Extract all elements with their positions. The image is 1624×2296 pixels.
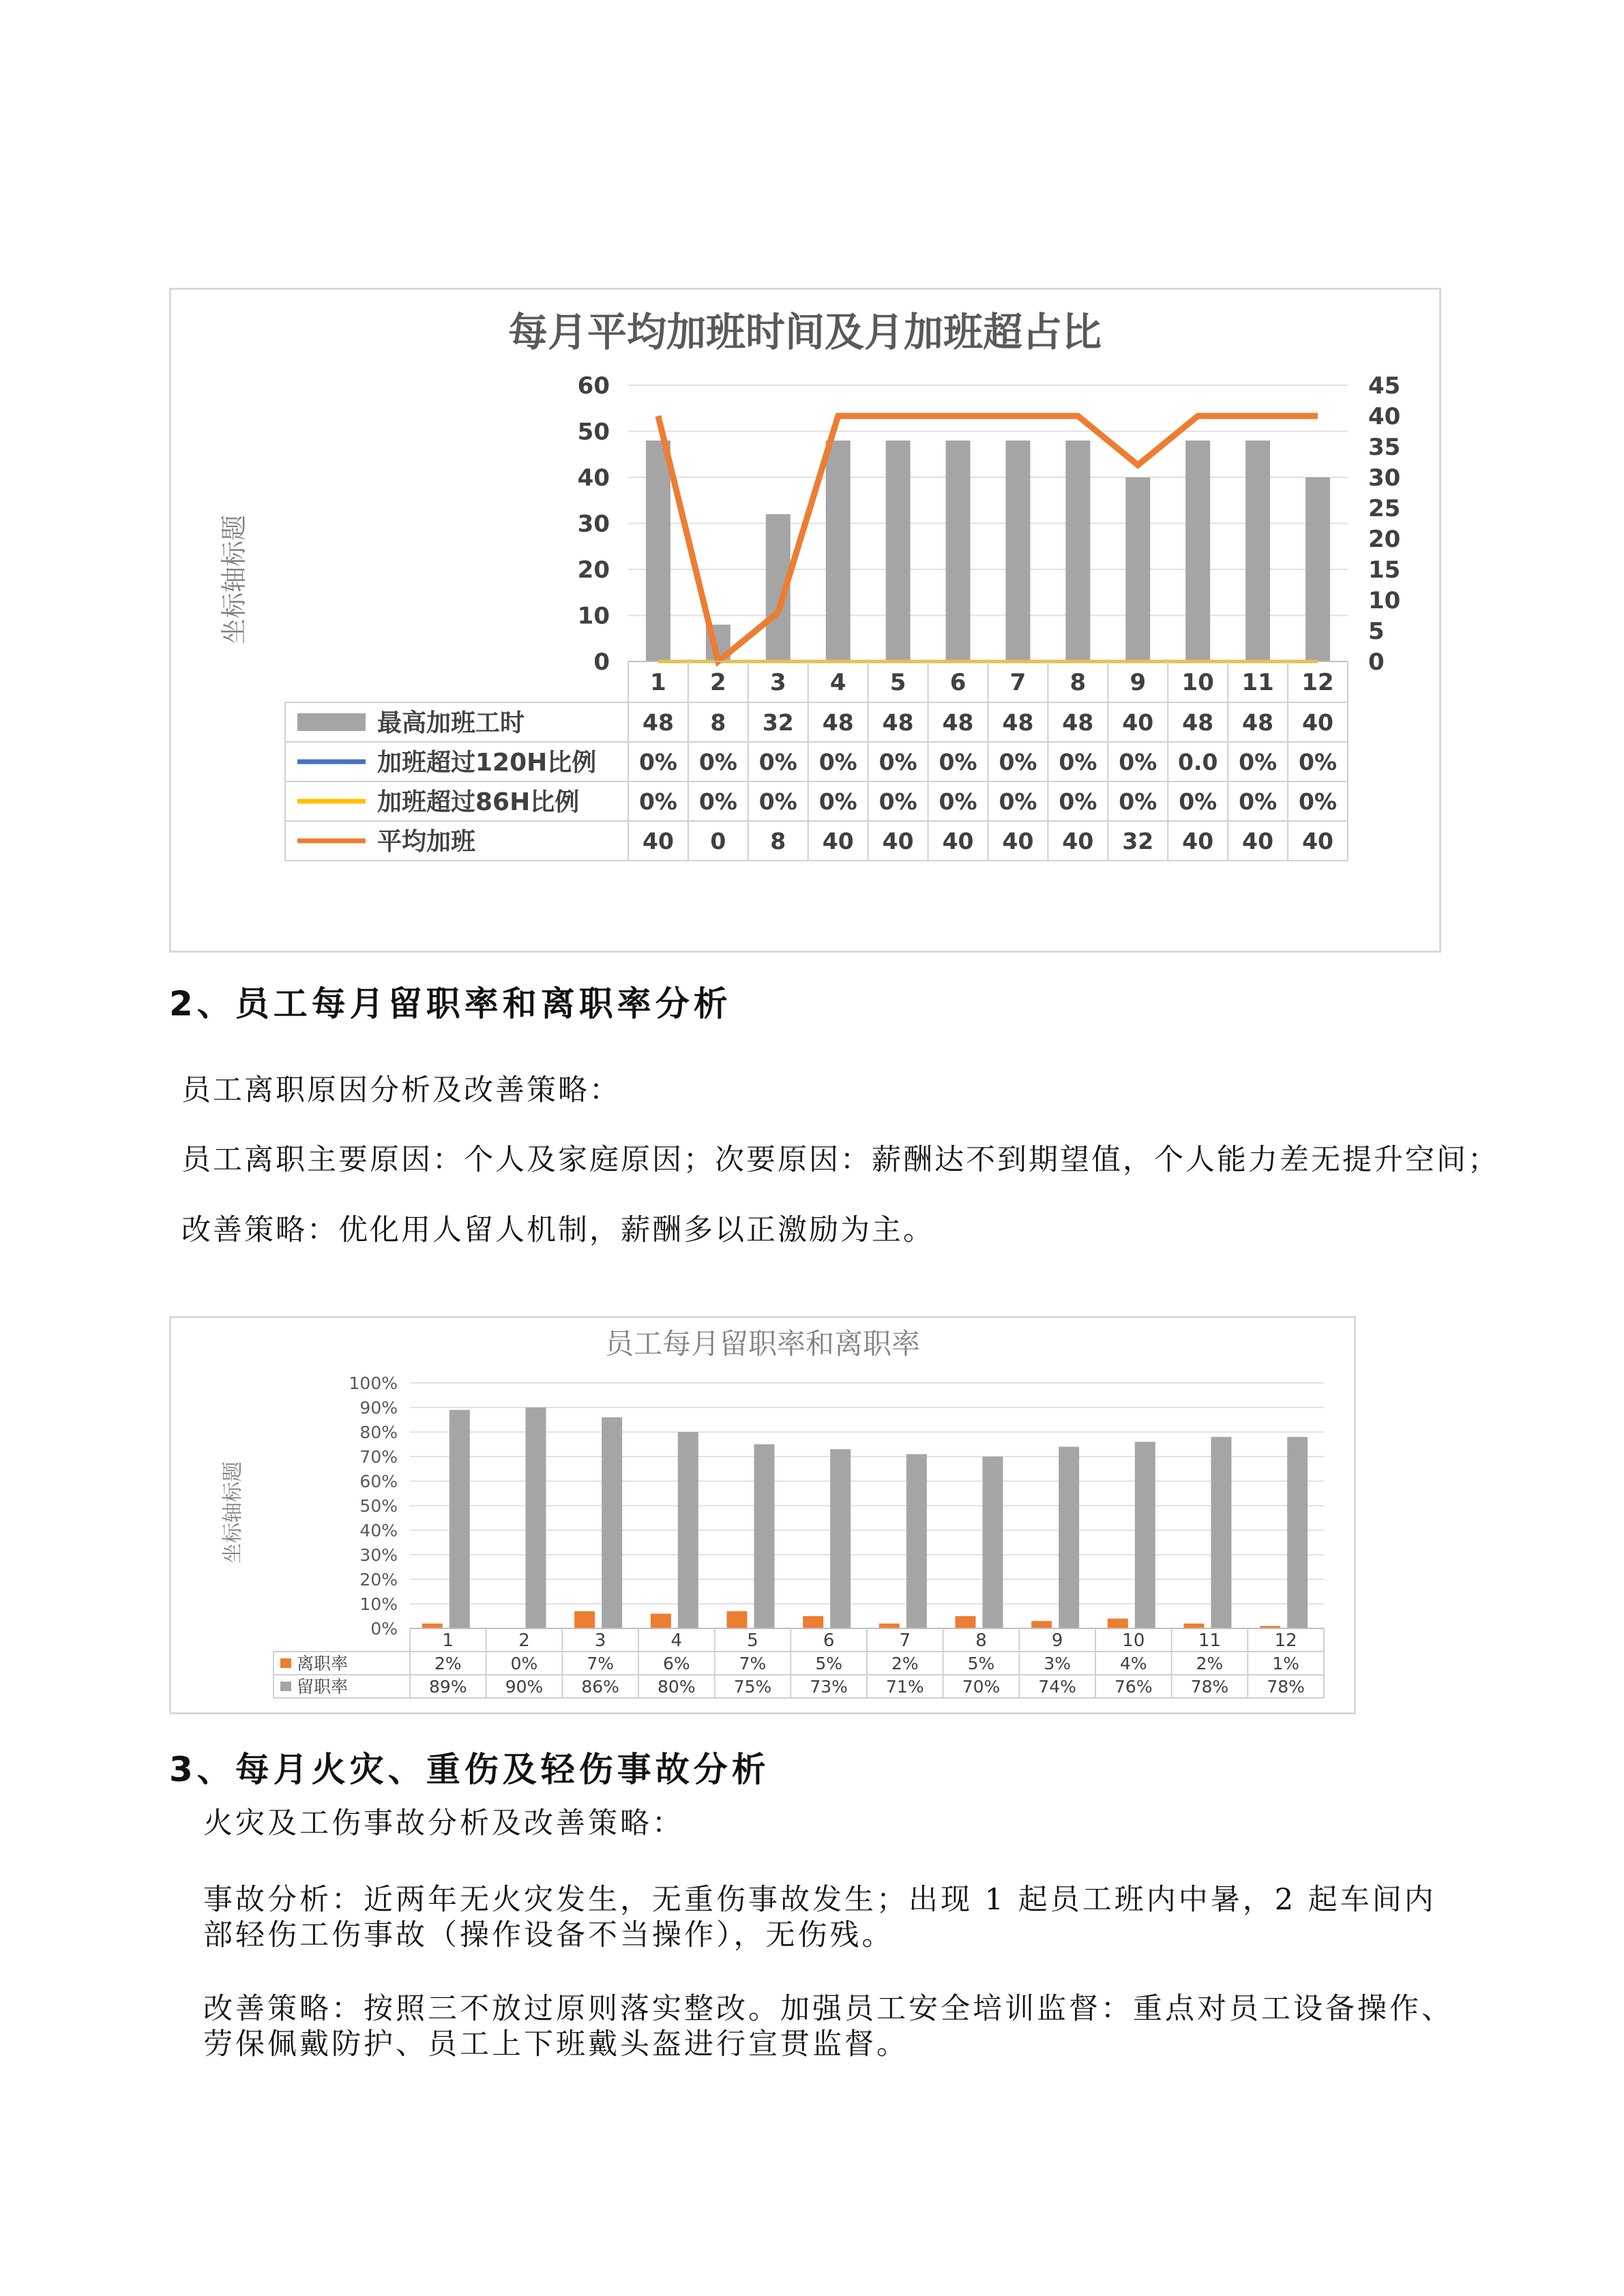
- category-label: 3: [594, 1630, 606, 1651]
- section2-reasons: 员工离职主要原因：个人及家庭原因；次要原因：薪酬达不到期望值，个人能力差无提升空间；: [181, 1143, 1499, 1177]
- line-series-3: [658, 416, 1318, 661]
- table-cell: 2%: [434, 1654, 462, 1673]
- overtime-chart: [169, 288, 1441, 953]
- table-cell: 1%: [1272, 1654, 1300, 1673]
- table-cell: 0%: [999, 788, 1037, 815]
- bar-4: [826, 441, 851, 661]
- resignation-bar-4: [651, 1613, 671, 1628]
- table-cell: 40: [942, 828, 974, 854]
- y2-tick-label: 15: [1368, 556, 1401, 584]
- table-cell: 8: [770, 828, 786, 854]
- y2-tick-label: 45: [1368, 372, 1401, 400]
- table-cell: 0%: [1239, 749, 1278, 775]
- table-cell: 0%: [758, 749, 797, 775]
- legend-key: [280, 1658, 291, 1668]
- category-label: 10: [1181, 669, 1214, 696]
- category-label: 6: [823, 1630, 835, 1651]
- bar-8: [1065, 441, 1090, 661]
- y-tick-label: 0%: [370, 1619, 398, 1639]
- y-axis-ticks: [578, 372, 610, 676]
- bar-series: [410, 1407, 1324, 1628]
- y2-tick-label: 5: [1368, 618, 1385, 645]
- secondary-y-axis-ticks: [1368, 372, 1400, 676]
- category-label: 2: [710, 669, 726, 696]
- retention-chart: [169, 1316, 1356, 1714]
- bar-10: [1185, 441, 1210, 661]
- y-tick-label: 70%: [359, 1447, 398, 1467]
- y2-tick-label: 40: [1368, 403, 1401, 430]
- table-cell: 40: [1002, 828, 1034, 854]
- retention-bar-9: [1059, 1447, 1079, 1628]
- table-cell: 0%: [818, 788, 857, 815]
- y2-tick-label: 10: [1368, 587, 1401, 614]
- table-cell: 40: [1182, 828, 1214, 854]
- table-cell: 40: [882, 828, 914, 854]
- bar-series: [646, 441, 1330, 661]
- y-axis-title: 坐标轴标题: [219, 514, 249, 645]
- section3-accident-analysis-line1: 事故分析：近两年无火灾发生，无重伤事故发生；出现 1 起员工班内中暑，2 起车间内: [203, 1883, 1436, 1917]
- section3-accident-analysis-line2: 部轻伤工伤事故（操作设备不当操作），无伤残。: [203, 1918, 894, 1952]
- category-label: 5: [889, 669, 906, 696]
- table-cell: 75%: [733, 1677, 772, 1697]
- table-cell: 0%: [510, 1654, 538, 1673]
- retention-bar-3: [602, 1417, 622, 1628]
- table-cell: 78%: [1267, 1677, 1305, 1697]
- table-cell: 0%: [818, 749, 857, 775]
- chart-title: 每月平均加班时间及月加班超占比: [507, 309, 1102, 355]
- category-label: 12: [1301, 669, 1334, 696]
- table-cell: 0%: [939, 749, 977, 775]
- category-label: 5: [747, 1630, 758, 1651]
- section3-heading: 3、每月火灾、重伤及轻伤事故分析: [169, 1750, 770, 1789]
- y-axis-ticks: [349, 1373, 398, 1639]
- bar-7: [1005, 441, 1030, 661]
- y-tick-label: 50%: [359, 1496, 398, 1516]
- resignation-bar-9: [1031, 1621, 1052, 1628]
- table-cell: 0%: [698, 788, 737, 815]
- table-cell: 6%: [662, 1654, 690, 1673]
- legend-label: 加班超过86H比例: [377, 788, 580, 816]
- table-cell: 4%: [1119, 1654, 1147, 1673]
- table-cell: 5%: [967, 1654, 995, 1673]
- category-label: 12: [1274, 1630, 1297, 1651]
- table-cell: 48: [822, 709, 854, 736]
- y-tick-label: 40: [577, 464, 610, 492]
- y2-tick-label: 0: [1368, 648, 1385, 676]
- legend-label: 留职率: [297, 1677, 349, 1697]
- section3-strategy-line1: 改善策略：按照三不放过原则落实整改。加强员工安全培训监督：重点对员工设备操作、: [203, 1992, 1453, 2026]
- table-cell: 2%: [1196, 1654, 1224, 1673]
- y-tick-label: 10%: [359, 1594, 398, 1614]
- table-cell: 2%: [891, 1654, 919, 1673]
- table-cell: 0%: [1179, 788, 1217, 815]
- section3-strategy-line2: 劳保佩戴防护、员工上下班戴头盔进行宣贯监督。: [203, 2027, 909, 2061]
- resignation-bar-8: [956, 1616, 976, 1628]
- table-cell: 0%: [1299, 749, 1338, 775]
- retention-bar-6: [830, 1449, 851, 1628]
- table-cell: 48: [942, 709, 974, 736]
- bar-11: [1245, 441, 1270, 661]
- chart-title: 员工每月留职率和离职率: [604, 1327, 921, 1360]
- table-cell: 0%: [638, 749, 677, 775]
- table-cell: 0%: [1299, 788, 1338, 815]
- section2-intro: 员工离职原因分析及改善策略：: [181, 1073, 621, 1107]
- retention-chart-svg: [171, 1318, 1354, 1712]
- category-label: 11: [1241, 669, 1274, 696]
- table-cell: 0%: [1059, 749, 1097, 775]
- table-cell: 32: [1122, 828, 1154, 854]
- retention-bar-5: [754, 1444, 775, 1628]
- table-cell: 5%: [815, 1654, 843, 1673]
- y-axis-title: 坐标轴标题: [221, 1461, 245, 1564]
- bar-1: [646, 441, 670, 661]
- section2-heading: 2、员工每月留职率和离职率分析: [169, 984, 732, 1024]
- table-cell: 0%: [1119, 749, 1157, 775]
- category-label: 2: [518, 1630, 530, 1651]
- table-cell: 70%: [962, 1677, 1001, 1697]
- category-label: 4: [670, 1630, 683, 1651]
- retention-bar-7: [906, 1454, 927, 1628]
- retention-bar-4: [678, 1432, 698, 1628]
- table-cell: 8: [710, 709, 726, 736]
- section3-intro: 火灾及工伤事故分析及改善策略：: [203, 1806, 684, 1840]
- category-label: 9: [1130, 669, 1147, 696]
- table-cell: 0%: [999, 749, 1037, 775]
- y-tick-label: 60%: [359, 1472, 398, 1491]
- y-tick-label: 20%: [359, 1570, 398, 1590]
- retention-bar-11: [1211, 1437, 1232, 1628]
- retention-bar-1: [449, 1410, 470, 1628]
- table-cell: 0: [710, 828, 726, 854]
- y-tick-label: 50: [577, 418, 610, 446]
- category-label: 1: [650, 669, 666, 696]
- table-cell: 40: [1302, 709, 1334, 736]
- y2-tick-label: 35: [1368, 434, 1401, 461]
- retention-bar-12: [1287, 1437, 1308, 1628]
- table-cell: 40: [1302, 828, 1334, 854]
- legend-label: 离职率: [297, 1654, 349, 1673]
- y-tick-label: 0: [593, 648, 610, 676]
- table-cell: 48: [1002, 709, 1034, 736]
- category-label: 4: [829, 669, 846, 696]
- table-cell: 48: [1182, 709, 1214, 736]
- table-cell: 0%: [939, 788, 977, 815]
- table-cell: 7%: [587, 1654, 615, 1673]
- table-cell: 48: [1062, 709, 1094, 736]
- resignation-bar-5: [727, 1611, 748, 1628]
- category-label: 6: [949, 669, 966, 696]
- y-tick-label: 100%: [349, 1373, 398, 1393]
- category-label: 3: [769, 669, 786, 696]
- table-cell: 71%: [886, 1677, 924, 1697]
- bar-12: [1305, 477, 1330, 661]
- y-tick-label: 30%: [359, 1545, 398, 1565]
- table-cell: 0%: [1119, 788, 1157, 815]
- y-tick-label: 90%: [359, 1398, 398, 1418]
- category-label: 10: [1122, 1630, 1145, 1651]
- chart-gridlines: [410, 1383, 1324, 1628]
- category-label: 9: [1051, 1630, 1063, 1651]
- table-cell: 86%: [581, 1677, 619, 1697]
- table-cell: 7%: [739, 1654, 767, 1673]
- category-label: 8: [975, 1630, 987, 1651]
- y2-tick-label: 25: [1368, 495, 1401, 522]
- table-cell: 48: [642, 709, 674, 736]
- overtime-chart-svg: [171, 290, 1439, 951]
- line-series: [628, 416, 1348, 661]
- table-cell: 0%: [1239, 788, 1278, 815]
- table-cell: 40: [1122, 709, 1154, 736]
- bar-5: [886, 441, 911, 661]
- table-cell: 80%: [658, 1677, 696, 1697]
- data-table: [274, 1628, 1324, 1698]
- table-cell: 0%: [1059, 788, 1097, 815]
- resignation-bar-10: [1108, 1619, 1128, 1628]
- table-cell: 74%: [1038, 1677, 1076, 1697]
- table-cell: 0%: [758, 788, 797, 815]
- bar-9: [1125, 477, 1150, 661]
- data-table: [285, 661, 1348, 861]
- table-cell: 48: [882, 709, 914, 736]
- y-tick-label: 30: [577, 510, 610, 538]
- y-tick-label: 20: [577, 556, 610, 584]
- table-cell: 73%: [810, 1677, 848, 1697]
- y2-tick-label: 30: [1368, 464, 1401, 492]
- table-cell: 89%: [429, 1677, 467, 1697]
- table-cell: 40: [1242, 828, 1274, 854]
- retention-bar-8: [983, 1457, 1003, 1628]
- y-tick-label: 10: [577, 602, 610, 630]
- table-cell: 3%: [1044, 1654, 1072, 1673]
- table-cell: 0.0: [1177, 749, 1218, 775]
- legend-key: [280, 1682, 291, 1691]
- table-cell: 78%: [1190, 1677, 1229, 1697]
- legend-label: 最高加班工时: [377, 709, 525, 737]
- resignation-bar-11: [1184, 1624, 1205, 1628]
- table-cell: 40: [822, 828, 854, 854]
- bar-6: [946, 441, 971, 661]
- table-cell: 40: [1062, 828, 1094, 854]
- category-label: 7: [1009, 669, 1027, 696]
- category-label: 8: [1069, 669, 1087, 696]
- table-cell: 90%: [505, 1677, 544, 1697]
- y-tick-label: 80%: [359, 1422, 398, 1442]
- category-label: 11: [1198, 1630, 1222, 1651]
- category-label: 1: [442, 1630, 454, 1651]
- y-tick-label: 60: [577, 372, 610, 400]
- chart-gridlines: [628, 385, 1348, 661]
- y-tick-label: 40%: [359, 1521, 398, 1540]
- table-cell: 48: [1242, 709, 1274, 736]
- resignation-bar-3: [574, 1611, 595, 1628]
- legend-label: 平均加班: [377, 828, 476, 856]
- y2-tick-label: 20: [1368, 526, 1401, 553]
- retention-bar-2: [526, 1407, 546, 1628]
- table-cell: 40: [642, 828, 674, 854]
- legend-key-bar: [297, 713, 366, 731]
- table-cell: 0%: [879, 749, 917, 775]
- table-cell: 0%: [638, 788, 677, 815]
- table-cell: 0%: [698, 749, 737, 775]
- resignation-bar-6: [803, 1616, 823, 1628]
- category-label: 7: [899, 1630, 911, 1651]
- resignation-bar-7: [879, 1624, 900, 1628]
- section2-strategy: 改善策略：优化用人留人机制，薪酬多以正激励为主。: [181, 1213, 934, 1247]
- legend-label: 加班超过120H比例: [377, 749, 597, 777]
- resignation-bar-1: [422, 1624, 443, 1628]
- table-cell: 76%: [1114, 1677, 1153, 1697]
- table-cell: 32: [762, 709, 794, 736]
- table-cell: 0%: [879, 788, 917, 815]
- retention-bar-10: [1135, 1442, 1155, 1628]
